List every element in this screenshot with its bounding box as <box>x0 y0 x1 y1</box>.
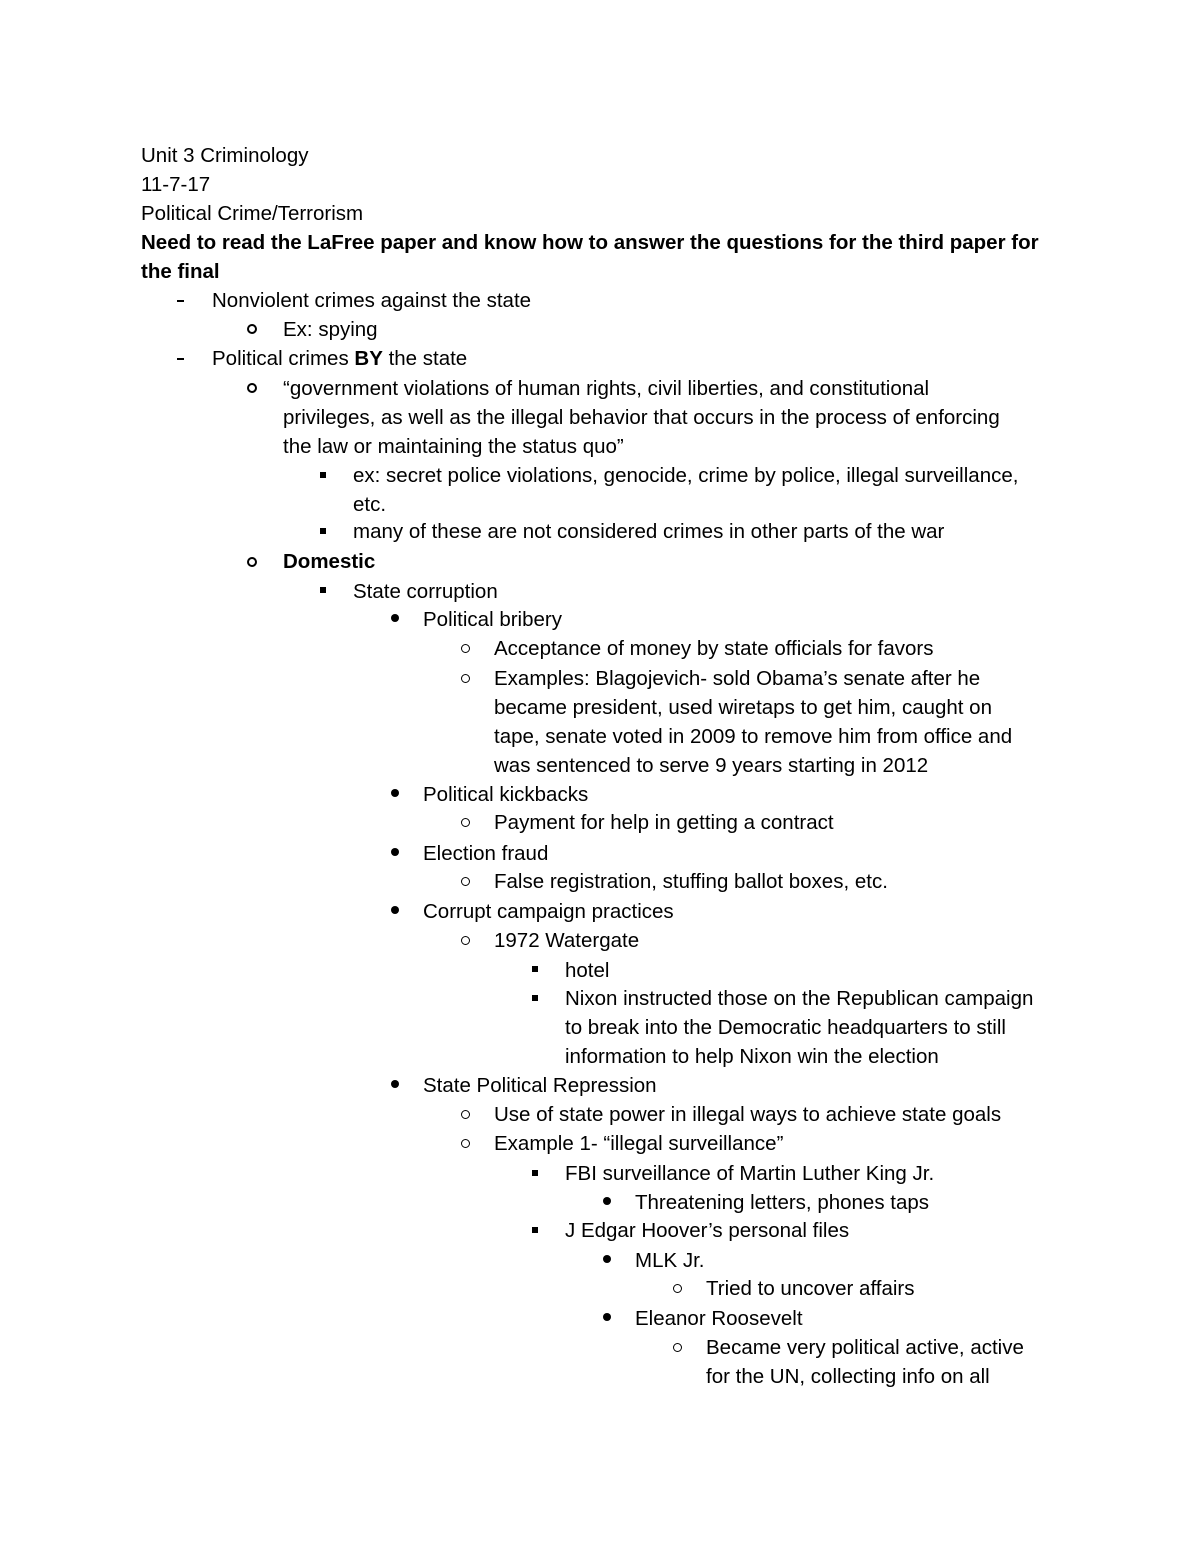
dash-bullet <box>177 358 184 360</box>
square-bullet <box>532 1227 538 1233</box>
outline-item: Use of state power in illegal ways to achieve state goals <box>494 1103 1002 1126</box>
round-bullet <box>603 1255 611 1263</box>
outline-item: FBI surveillance of Martin Luther King Jr. <box>565 1162 935 1185</box>
hollow-bullet <box>247 324 257 334</box>
square-bullet <box>532 966 538 972</box>
round-bullet <box>603 1313 611 1321</box>
outline-item: the law or maintaining the status quo” <box>283 435 624 458</box>
outline-item: J Edgar Hoover’s personal files <box>565 1219 850 1242</box>
round-bullet <box>391 848 399 856</box>
outline-item: etc. <box>353 493 387 516</box>
reading-note-line-1: Need to read the LaFree paper and know how to answer the questions for the third paper for <box>141 231 1039 254</box>
round-bullet <box>391 906 399 914</box>
outline-item: Eleanor Roosevelt <box>635 1307 803 1330</box>
outline-item: hotel <box>565 959 610 982</box>
circle-bullet <box>461 1139 470 1148</box>
circle-bullet <box>461 644 470 653</box>
document-date: 11-7-17 <box>141 173 211 196</box>
outline-item: became president, used wiretaps to get him, caught on <box>494 696 992 719</box>
outline-item: Nixon instructed those on the Republican campaign <box>565 987 1034 1010</box>
document-title: Unit 3 Criminology <box>141 144 309 167</box>
outline-item: State corruption <box>353 580 498 603</box>
outline-item: ex: secret police violations, genocide, crime by police, illegal surveillance, <box>353 464 1019 487</box>
outline-item: Ex: spying <box>283 318 378 341</box>
outline-item: State Political Repression <box>423 1074 657 1097</box>
outline-item: Corrupt campaign practices <box>423 900 674 923</box>
outline-item: privileges, as well as the illegal behavior that occurs in the process of enforcing <box>283 406 1000 429</box>
square-bullet <box>320 472 326 478</box>
outline-item: for the UN, collecting info on all <box>706 1365 990 1388</box>
round-bullet <box>391 1080 399 1088</box>
outline-item: Examples: Blagojevich- sold Obama’s senate after he <box>494 667 981 690</box>
outline-item: Acceptance of money by state officials for favors <box>494 637 934 660</box>
outline-item: Became very political active, active <box>706 1336 1024 1359</box>
circle-bullet <box>673 1343 682 1352</box>
outline-item: Election fraud <box>423 842 549 865</box>
outline-item: Threatening letters, phones taps <box>635 1191 930 1214</box>
circle-bullet <box>461 818 470 827</box>
square-bullet <box>320 587 326 593</box>
outline-item: Political bribery <box>423 608 562 631</box>
outline-item: information to help Nixon win the election <box>565 1045 939 1068</box>
square-bullet <box>320 528 326 534</box>
hollow-bullet <box>247 557 257 567</box>
document-topic: Political Crime/Terrorism <box>141 202 364 225</box>
dash-bullet <box>177 300 184 302</box>
outline-item: was sentenced to serve 9 years starting in 2012 <box>494 754 929 777</box>
outline-item: to break into the Democratic headquarters to still <box>565 1016 1006 1039</box>
outline-item: “government violations of human rights, civil liberties, and constitutional <box>283 377 930 400</box>
outline-item: Political kickbacks <box>423 783 589 806</box>
round-bullet <box>391 789 399 797</box>
circle-bullet <box>461 674 470 683</box>
outline-item: Political crimes BY the state <box>212 347 468 370</box>
outline-item: tape, senate voted in 2009 to remove him from office and <box>494 725 1013 748</box>
square-bullet <box>532 995 538 1001</box>
outline-item: 1972 Watergate <box>494 929 640 952</box>
outline-item: MLK Jr. <box>635 1249 705 1272</box>
reading-note-line-2: the final <box>141 260 220 283</box>
circle-bullet <box>461 877 470 886</box>
outline-item: Payment for help in getting a contract <box>494 811 834 834</box>
outline-item: Example 1- “illegal surveillance” <box>494 1132 784 1155</box>
outline-item: False registration, stuffing ballot boxes, etc. <box>494 870 888 893</box>
circle-bullet <box>461 1110 470 1119</box>
square-bullet <box>532 1170 538 1176</box>
round-bullet <box>391 614 399 622</box>
outline-item: Nonviolent crimes against the state <box>212 289 532 312</box>
circle-bullet <box>461 936 470 945</box>
outline-item: many of these are not considered crimes in other parts of the war <box>353 520 945 543</box>
round-bullet <box>603 1197 611 1205</box>
outline-heading-domestic: Domestic <box>283 550 376 573</box>
hollow-bullet <box>247 383 257 393</box>
outline-item: Tried to uncover affairs <box>706 1277 915 1300</box>
circle-bullet <box>673 1284 682 1293</box>
